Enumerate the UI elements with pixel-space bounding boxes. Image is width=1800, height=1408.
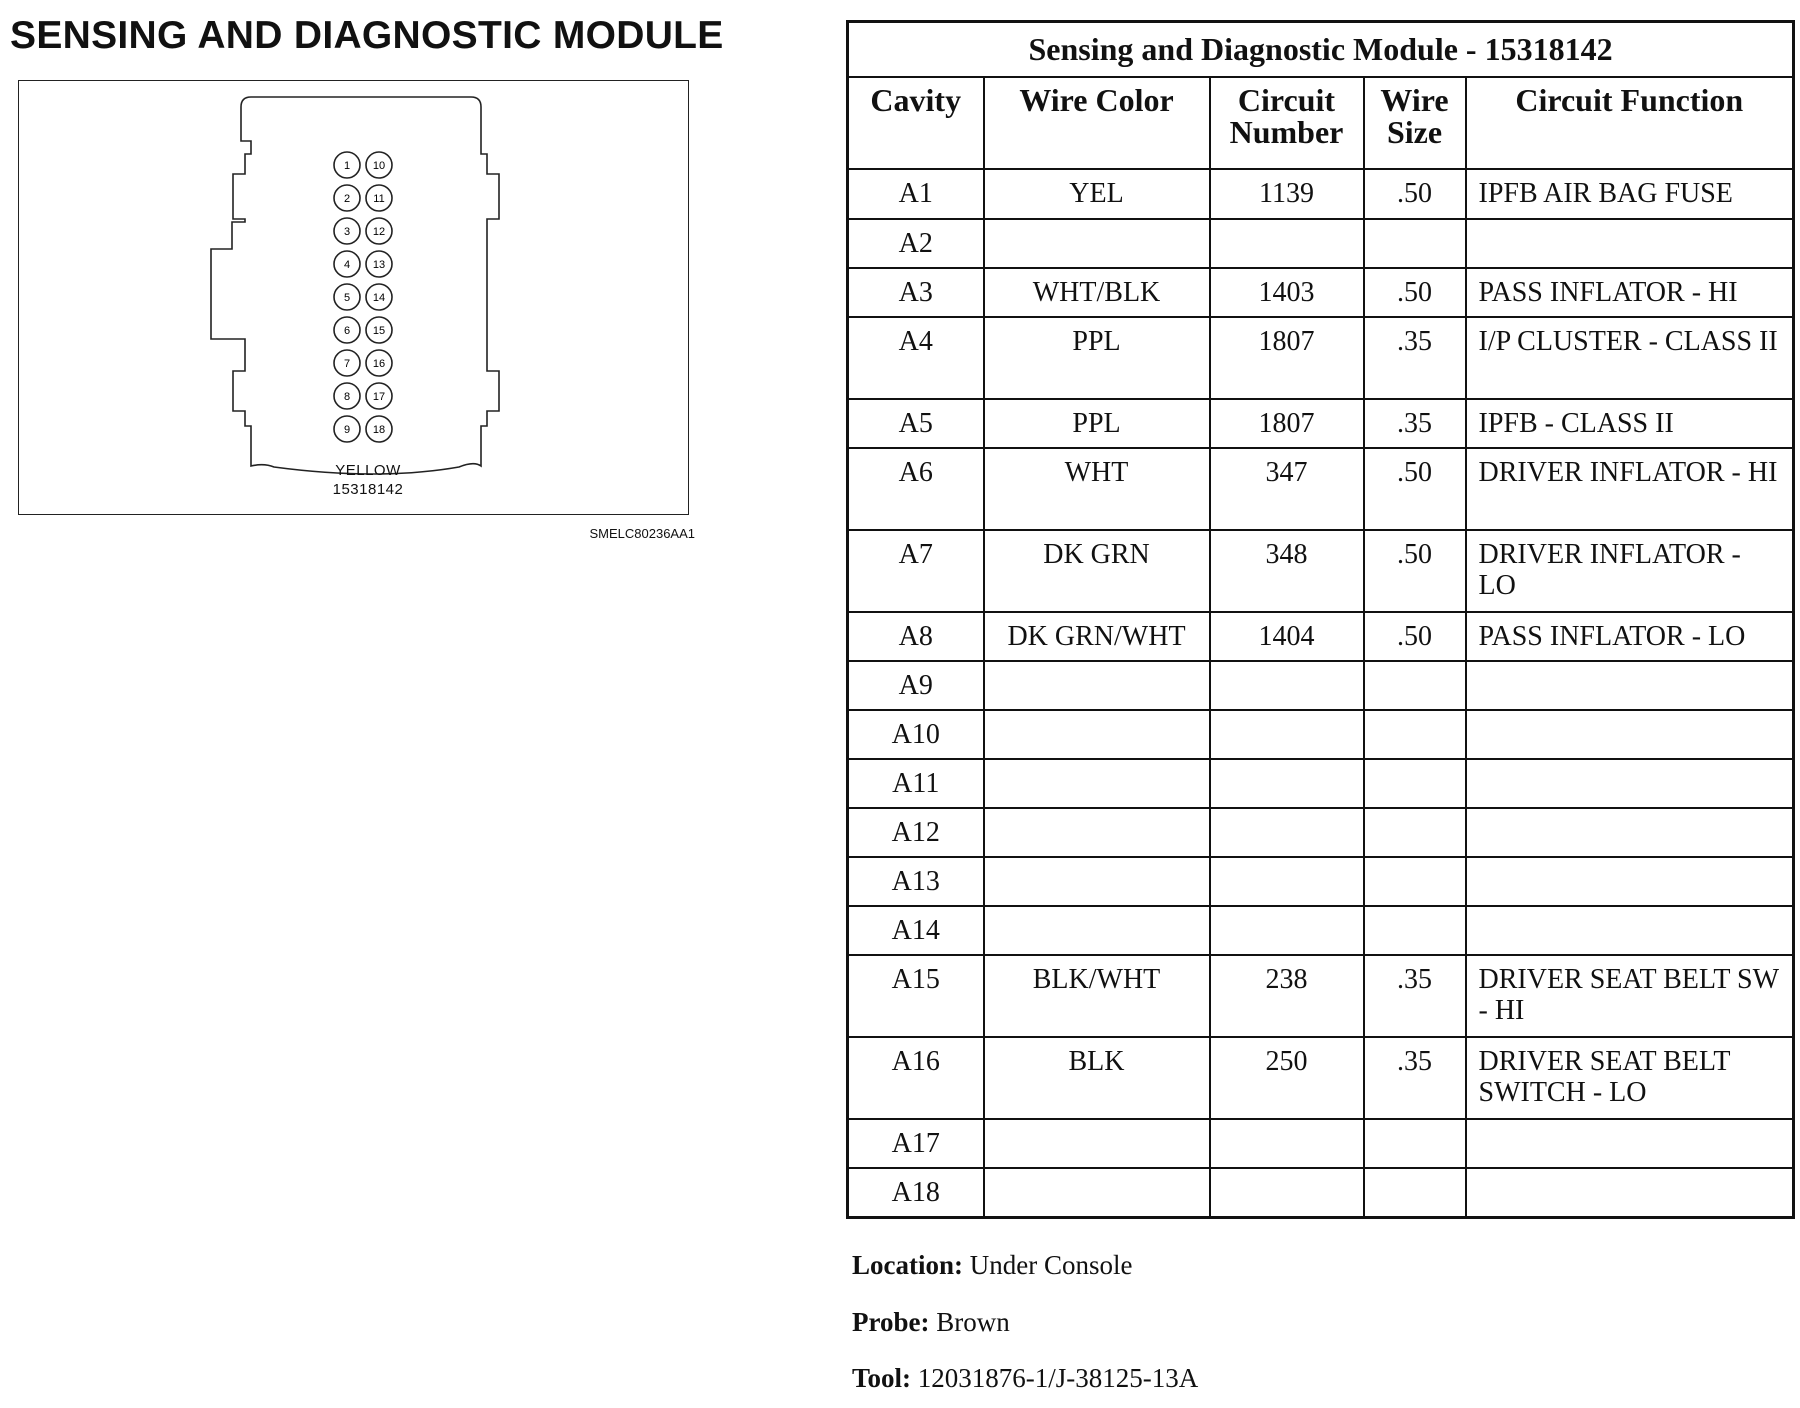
table-row: [848, 857, 1794, 906]
cavity-cell: A16: [848, 1037, 984, 1119]
pin-label: 15: [372, 325, 386, 337]
table-row: [848, 268, 1794, 317]
wire-size-cell: [1364, 661, 1466, 710]
header-wire-color: Wire Color: [984, 77, 1210, 169]
pin-label: 6: [343, 325, 351, 337]
pin-7: [334, 350, 360, 376]
pin-label: 3: [343, 226, 351, 238]
circuit-function-cell: [1466, 710, 1794, 759]
pin-label: 14: [372, 292, 386, 304]
table-row: [848, 219, 1794, 268]
wire-color-cell: BLK/WHT: [984, 955, 1210, 1037]
circuit-number-cell: [1210, 808, 1364, 857]
cavity-cell: A8: [848, 612, 984, 661]
pin-14: [366, 284, 392, 310]
wire-color-cell: [984, 759, 1210, 808]
cavity-cell: A1: [848, 169, 984, 219]
cavity-cell: A5: [848, 399, 984, 448]
wire-size-cell: .35: [1364, 317, 1466, 399]
cavity-cell: A9: [848, 661, 984, 710]
figure-code: SMELC80236AA1: [589, 526, 695, 541]
table-row: [848, 448, 1794, 530]
wire-color-cell: [984, 1119, 1210, 1168]
circuit-function-cell: IPFB AIR BAG FUSE: [1466, 169, 1794, 219]
pin-label: 7: [343, 358, 351, 370]
circuit-function-cell: DRIVER SEAT BELT SWITCH - LO: [1466, 1037, 1794, 1119]
connector-diagram: [18, 80, 689, 515]
circuit-number-cell: [1210, 906, 1364, 955]
circuit-function-cell: DRIVER INFLATOR - LO: [1466, 530, 1794, 612]
wire-size-cell: .50: [1364, 530, 1466, 612]
pin-1: [334, 152, 360, 178]
table-row: [848, 906, 1794, 955]
pin-label: 16: [372, 358, 386, 370]
circuit-number-cell: 347: [1210, 448, 1364, 530]
pin-16: [366, 350, 392, 376]
cavity-cell: A7: [848, 530, 984, 612]
wire-size-cell: [1364, 1119, 1466, 1168]
wire-size-cell: .35: [1364, 1037, 1466, 1119]
circuit-function-cell: [1466, 857, 1794, 906]
pin-label: 1: [343, 160, 351, 172]
probe-line: [852, 1307, 1010, 1338]
table-row: [848, 1037, 1794, 1119]
cavity-cell: A3: [848, 268, 984, 317]
pin-label: 4: [343, 259, 351, 271]
wire-color-cell: YEL: [984, 169, 1210, 219]
location-value: Under Console: [969, 1250, 1133, 1280]
cavity-cell: A14: [848, 906, 984, 955]
cavity-cell: A10: [848, 710, 984, 759]
wire-color-cell: WHT: [984, 448, 1210, 530]
pin-12: [366, 218, 392, 244]
probe-label: Probe:: [852, 1307, 930, 1337]
wire-size-cell: [1364, 710, 1466, 759]
wire-color-cell: WHT/BLK: [984, 268, 1210, 317]
cavity-cell: A18: [848, 1168, 984, 1217]
wire-size-cell: .35: [1364, 955, 1466, 1037]
wire-size-cell: [1364, 759, 1466, 808]
pin-18: [366, 416, 392, 442]
circuit-number-cell: [1210, 1119, 1364, 1168]
table-row: [848, 1168, 1794, 1217]
pin-17: [366, 383, 392, 409]
wire-color-cell: [984, 219, 1210, 268]
pin-label: 10: [372, 160, 386, 172]
circuit-function-cell: I/P CLUSTER - CLASS II: [1466, 317, 1794, 399]
circuit-number-cell: [1210, 1168, 1364, 1217]
circuit-function-cell: PASS INFLATOR - HI: [1466, 268, 1794, 317]
cavity-cell: A17: [848, 1119, 984, 1168]
circuit-function-cell: DRIVER SEAT BELT SW - HI: [1466, 955, 1794, 1037]
pin-label: 12: [372, 226, 386, 238]
wire-color-cell: [984, 1168, 1210, 1217]
pin-15: [366, 317, 392, 343]
page-title: SENSING AND DIAGNOSTIC MODULE: [10, 14, 724, 57]
table-row: [848, 955, 1794, 1037]
circuit-number-cell: 1139: [1210, 169, 1364, 219]
pin-13: [366, 251, 392, 277]
circuit-function-cell: [1466, 808, 1794, 857]
pin-10: [366, 152, 392, 178]
pin-3: [334, 218, 360, 244]
circuit-number-cell: [1210, 661, 1364, 710]
circuit-function-cell: [1466, 906, 1794, 955]
wire-color-cell: DK GRN: [984, 530, 1210, 612]
wire-size-cell: .50: [1364, 612, 1466, 661]
location-label: Location:: [852, 1250, 963, 1280]
table-row: [848, 808, 1794, 857]
wire-color-cell: PPL: [984, 399, 1210, 448]
wire-color-cell: [984, 808, 1210, 857]
cavity-cell: A13: [848, 857, 984, 906]
wire-size-cell: [1364, 1168, 1466, 1217]
table-row: [848, 710, 1794, 759]
connector-pins: [334, 152, 392, 442]
circuit-number-cell: 1807: [1210, 399, 1364, 448]
circuit-number-cell: 1404: [1210, 612, 1364, 661]
cavity-cell: A2: [848, 219, 984, 268]
circuit-function-cell: [1466, 661, 1794, 710]
wire-size-cell: [1364, 219, 1466, 268]
tool-line: [852, 1363, 1198, 1394]
circuit-number-cell: [1210, 219, 1364, 268]
pin-4: [334, 251, 360, 277]
cavity-cell: A12: [848, 808, 984, 857]
table-row: [848, 612, 1794, 661]
circuit-function-cell: DRIVER INFLATOR - HI: [1466, 448, 1794, 530]
table-row: [848, 169, 1794, 219]
table-row: [848, 661, 1794, 710]
connector-color-label: YELLOW: [335, 462, 401, 479]
circuit-number-cell: [1210, 759, 1364, 808]
wire-size-cell: [1364, 857, 1466, 906]
connector-part-number: 15318142: [332, 481, 404, 498]
wire-color-cell: BLK: [984, 1037, 1210, 1119]
table-row: [848, 530, 1794, 612]
pin-label: 13: [372, 259, 386, 271]
wire-color-cell: [984, 906, 1210, 955]
cavity-cell: A15: [848, 955, 984, 1037]
connector-face-drawing: [19, 81, 690, 516]
circuit-number-cell: 1403: [1210, 268, 1364, 317]
header-cavity: Cavity: [848, 77, 984, 169]
wire-size-cell: .50: [1364, 268, 1466, 317]
connector-outline: [211, 97, 499, 474]
pin-label: 17: [372, 391, 386, 403]
pin-label: 11: [373, 193, 385, 205]
circuit-function-cell: [1466, 219, 1794, 268]
pin-11: [366, 185, 392, 211]
pin-6: [334, 317, 360, 343]
pin-9: [334, 416, 360, 442]
wire-color-cell: [984, 661, 1210, 710]
wire-color-cell: [984, 857, 1210, 906]
circuit-number-cell: 348: [1210, 530, 1364, 612]
location-line: [852, 1250, 1132, 1281]
wire-size-cell: [1364, 808, 1466, 857]
circuit-number-cell: 1807: [1210, 317, 1364, 399]
cavity-cell: A4: [848, 317, 984, 399]
circuit-function-cell: [1466, 1119, 1794, 1168]
circuit-number-cell: 238: [1210, 955, 1364, 1037]
table-row: [848, 1119, 1794, 1168]
wire-color-cell: PPL: [984, 317, 1210, 399]
pin-label: 18: [372, 424, 386, 436]
pin-label: 8: [343, 391, 351, 403]
table-header-row: [848, 77, 1794, 169]
circuit-number-cell: [1210, 710, 1364, 759]
table-caption: Sensing and Diagnostic Module - 15318142: [848, 22, 1794, 78]
circuit-number-cell: [1210, 857, 1364, 906]
header-circuit-number: Circuit Number: [1210, 77, 1364, 169]
wire-size-cell: .50: [1364, 169, 1466, 219]
header-wire-size: Wire Size: [1364, 77, 1466, 169]
header-circuit-function: Circuit Function: [1466, 77, 1794, 169]
pin-label: 2: [343, 193, 351, 205]
pin-2: [334, 185, 360, 211]
circuit-table: [846, 20, 1795, 1219]
circuit-function-cell: PASS INFLATOR - LO: [1466, 612, 1794, 661]
probe-value: Brown: [936, 1307, 1010, 1337]
tool-label: Tool:: [852, 1363, 912, 1393]
circuit-number-cell: 250: [1210, 1037, 1364, 1119]
circuit-function-cell: IPFB - CLASS II: [1466, 399, 1794, 448]
circuit-function-cell: [1466, 759, 1794, 808]
wire-size-cell: [1364, 906, 1466, 955]
table-row: [848, 759, 1794, 808]
table-row: [848, 399, 1794, 448]
wire-color-cell: DK GRN/WHT: [984, 612, 1210, 661]
wire-size-cell: .50: [1364, 448, 1466, 530]
cavity-cell: A11: [848, 759, 984, 808]
pin-label: 9: [343, 424, 351, 436]
table-row: [848, 317, 1794, 399]
wire-color-cell: [984, 710, 1210, 759]
pin-8: [334, 383, 360, 409]
tool-value: 12031876-1/J-38125-13A: [917, 1363, 1199, 1393]
wire-size-cell: .35: [1364, 399, 1466, 448]
pin-label: 5: [343, 292, 351, 304]
pin-5: [334, 284, 360, 310]
circuit-function-cell: [1466, 1168, 1794, 1217]
cavity-cell: A6: [848, 448, 984, 530]
